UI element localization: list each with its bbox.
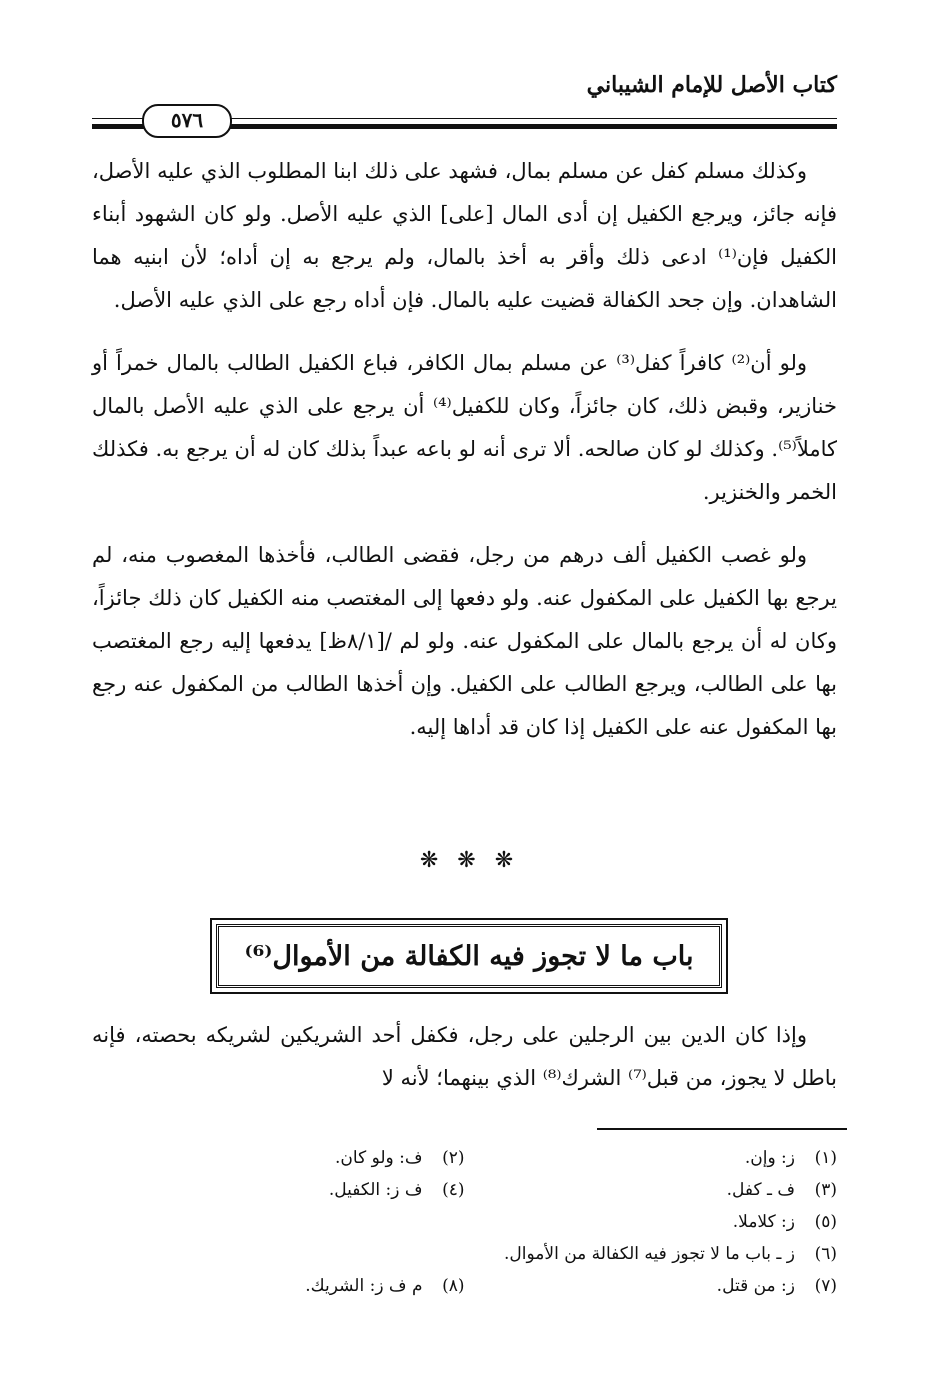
- footnote-text: ز: من قتل.: [716, 1276, 795, 1296]
- footnote: [92, 1212, 837, 1232]
- book-title: كتاب الأصل للإمام الشيباني: [586, 72, 837, 98]
- main-text: [92, 150, 837, 769]
- footnote-text: ز: وإن.: [744, 1148, 795, 1168]
- footnote: [92, 1180, 465, 1200]
- footnote-text: ز: كلاملا.: [732, 1212, 795, 1232]
- page-header: [92, 72, 837, 134]
- footnote-number: (٥): [814, 1212, 837, 1232]
- paragraph: ولو أن⁽²⁾ كافراً كفل⁽³⁾ عن مسلم بمال الكافر، فباع الكفيل الطالب بالمال خمراً أو خنازير، وقبض ذلك، كان جائزاً، وكان للكفيل⁽⁴⁾ أن يرجع على الذي عليه الأصل بالمال كاملاً⁽⁵⁾. وكذلك لو كان صالحه. ألا ترى أنه لو باعه عبداً بذلك كان له أن يرجع به. فكذلك الخمر والخنزير.: [92, 351, 837, 504]
- footnote: [465, 1180, 838, 1200]
- footnote-row: [92, 1238, 837, 1270]
- footnote: [465, 1276, 838, 1296]
- footnote-row: [92, 1270, 837, 1302]
- footnote: [92, 1148, 465, 1168]
- chapter-heading-inner-frame: [216, 924, 722, 988]
- footnote-number: (٤): [442, 1180, 465, 1200]
- footnote-number: (٦): [814, 1244, 837, 1264]
- paragraph: وكذلك مسلم كفل عن مسلم بمال، فشهد على ذلك ابنا المطلوب الذي عليه الأصل، فإنه جائز، ويرجع الكفيل إن أدى المال [على] الذي عليه الأصل. ولو كان الشهود أبناء الكفيل فإن⁽¹⁾ ادعى ذلك وأقر به أخذ بالمال، ولم يرجع به إن أداه؛ لأن ابنيه هما الشاهدان. وإن جحد الكفالة قضيت عليه بالمال. فإن أداه رجع على الذي عليه الأصل.: [92, 159, 837, 312]
- section-separator: ❋ ❋ ❋: [419, 848, 520, 873]
- footnote-number: (٢): [442, 1148, 465, 1168]
- footnote-number: (٨): [442, 1276, 465, 1296]
- footnote-number: (١): [814, 1148, 837, 1168]
- footnote-row: [92, 1142, 837, 1174]
- footnotes: [92, 1142, 837, 1302]
- paragraph: ولو غصب الكفيل ألف درهم من رجل، فقضى الطالب، فأخذها المغصوب منه، لم يرجع بها الكفيل على المكفول عنه. ولو دفعها إلى المغتصب منه الكفيل كان ذلك جائزاً، وكان له أن يرجع بالمال على المكفول عنه. ولو لم /[٨/١ظ] يدفعها إليه رجع المغتصب بها على الطالب، ويرجع الطالب على الكفيل. وإن أخذها الطالب من المكفول عنه رجع بها المكفول عنه على الكفيل إذا كان قد أداها إليه.: [92, 543, 838, 739]
- paragraph: وإذا كان الدين بين الرجلين على رجل، فكفل أحد الشريكين لشريكه بحصته، فإنه باطل لا يجوز، من قبل⁽⁷⁾ الشرك⁽⁸⁾ الذي بينهما؛ لأنه لا: [92, 1023, 837, 1090]
- footnote: [92, 1276, 465, 1296]
- footnote-row: [92, 1206, 837, 1238]
- page-number: ٥٧٦: [142, 104, 232, 138]
- footnote-number: (٣): [814, 1180, 837, 1200]
- footnote-row: [92, 1174, 837, 1206]
- footnote-text: ز ـ باب ما لا تجوز فيه الكفالة من الأموال.: [504, 1244, 795, 1264]
- footnote-text: ف ـ كفل.: [726, 1180, 795, 1200]
- chapter-title: باب ما لا تجوز فيه الكفالة من الأموال⁽⁶⁾: [244, 940, 694, 972]
- footnote-text: ف: ولو كان.: [335, 1148, 423, 1168]
- chapter-text: [92, 1014, 837, 1100]
- footnote: [92, 1244, 837, 1264]
- footnote: [465, 1148, 838, 1168]
- footnote-divider: [597, 1128, 847, 1130]
- chapter-heading-frame: [210, 918, 728, 994]
- footnote-number: (٧): [814, 1276, 837, 1296]
- footnote-text: م ف ز: الشريك.: [305, 1276, 423, 1296]
- footnote-text: ف ز: الكفيل.: [328, 1180, 423, 1200]
